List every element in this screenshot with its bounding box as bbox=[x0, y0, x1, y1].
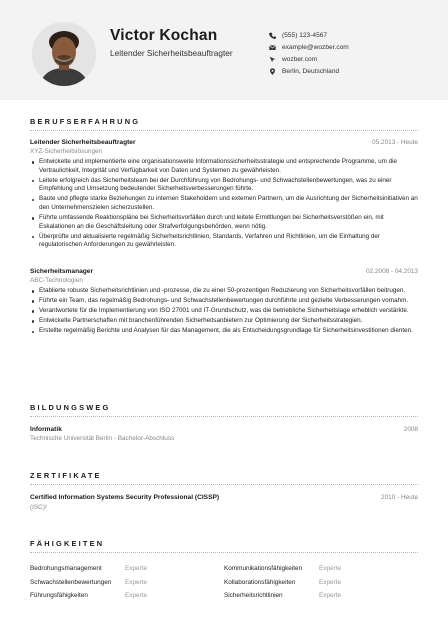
job-1-title: Leitender Sicherheitsbeauftragter bbox=[30, 139, 136, 146]
job-1-bullets bbox=[30, 158, 418, 251]
contact-phone-text: (555) 123-4567 bbox=[282, 31, 328, 39]
skill-name: Führungsfähigkeiten bbox=[30, 592, 88, 600]
list-item: Führte umfassende Reaktionspläne bei Sicherheitsvorfällen durch und leitete Ermittlungen bei Sicherheitsverstößen ein, mit Eskalationen an die Geschäftsleitung oder Strafverfolgungsbehörden, wenn nötig. bbox=[30, 214, 418, 231]
profile-photo bbox=[32, 22, 96, 86]
contact-location bbox=[268, 66, 349, 78]
link-icon bbox=[268, 55, 276, 63]
contact-phone bbox=[268, 29, 349, 41]
skill-row bbox=[30, 589, 418, 603]
skill-name: Sicherheitsrichtlinien bbox=[224, 592, 283, 600]
list-item: Baute und pflegte starke Beziehungen zu internen Stakeholdern und externen Partnern, um die Ausrichtung der Sicherheitsinitiativen an den Unternehmenszielen sicherzustellen. bbox=[30, 195, 418, 212]
list-item: Überprüfte und aktualisierte regelmäßig Sicherheitsrichtlinien, Standards, Verfahren und Richtlinien, um die Einhaltung der regulatorischen Anforderungen zu gewährleisten. bbox=[30, 233, 418, 250]
contact-website bbox=[268, 53, 349, 65]
location-icon bbox=[268, 68, 276, 76]
certificate-date: 2010 - Heute bbox=[381, 494, 418, 501]
skills-divider bbox=[30, 552, 418, 553]
resume-header bbox=[0, 0, 448, 100]
contact-email bbox=[268, 41, 349, 53]
job-2-title: Sicherheitsmanager bbox=[30, 268, 94, 275]
job-1-company: XYZ-Sicherheitslösungen bbox=[30, 148, 103, 155]
skill-name: Bedrohungsmanagement bbox=[30, 565, 102, 573]
skill-row bbox=[30, 576, 418, 590]
candidate-title: Leitender Sicherheitsbeauftragter bbox=[110, 48, 233, 58]
skill-level: Experte bbox=[125, 592, 148, 600]
avatar-illustration bbox=[32, 22, 96, 86]
certificates-heading: ZERTIFIKATE bbox=[30, 471, 102, 480]
list-item: Verantwortete für die Implementierung von ISO 27001 und IT-Grundschutz, was die betriebliche Sicherheitslage erheblich verstärkte. bbox=[30, 307, 418, 316]
list-item: Entwickelte und implementierte eine organisationsweite Informationssicherheitsstrategie und entsprechende Programme, um die Vertraulichkeit, Integrität und Verfügbarkeit von Daten und Systemen zu gewährleisten. bbox=[30, 158, 418, 175]
certificate-issuer: (ISC)² bbox=[30, 504, 48, 511]
skills-heading: FÄHIGKEITEN bbox=[30, 539, 105, 548]
job-2-company: ABC-Technologien bbox=[30, 277, 83, 284]
job-2-bullets bbox=[30, 287, 418, 337]
skill-name: Schwachstellenbewertungen bbox=[30, 578, 112, 586]
skill-level: Experte bbox=[319, 565, 342, 573]
list-item: Erstellte regelmäßig Berichte und Analysen für das Management, die als Entscheidungsgrundlage für Sicherheitsinvestitionen dienten. bbox=[30, 327, 418, 336]
skill-row bbox=[30, 562, 418, 576]
certificate-title: Certified Information Systems Security Professional (CISSP) bbox=[30, 494, 220, 501]
education-date: 2008 bbox=[403, 426, 418, 433]
job-1-date: 05.2013 - Heute bbox=[372, 139, 418, 146]
education-title: Informatik bbox=[30, 426, 62, 433]
candidate-name: Victor Kochan bbox=[110, 27, 218, 44]
list-item: Führte ein Team, das regelmäßig Bedrohungs- und Schwachstellenbewertungen durchführte und gezielte Verbesserungen vornahm. bbox=[30, 297, 418, 306]
list-item: Entwickelte Partnerschaften mit branchenführenden Sicherheitsanbietern zur Optimierung der Sicherheitsstrategien. bbox=[30, 317, 418, 326]
skill-level: Experte bbox=[319, 592, 342, 600]
contact-list bbox=[268, 29, 349, 78]
certificates-divider bbox=[30, 484, 418, 485]
education-heading: BILDUNGSWEG bbox=[30, 403, 111, 412]
education-divider bbox=[30, 416, 418, 417]
skills-table bbox=[30, 562, 418, 603]
email-icon bbox=[268, 43, 276, 51]
education-school: Technische Universität Berlin - Bachelor-Abschluss bbox=[30, 435, 175, 442]
experience-divider bbox=[30, 130, 418, 131]
list-item: Etablierte robuste Sicherheitsrichtlinien und -prozesse, die zu einer 50-prozentigen Reduzierung von Sicherheitsvorfällen beitrugen. bbox=[30, 287, 418, 296]
list-item: Leitete erfolgreich das Sicherheitsteam bei der Durchführung von Bedrohungs- und Schwachstellenbewertungen, was zu einer Empfehlung und Umsetzung bedeutender Sicherheitsverbesserungen führte. bbox=[30, 177, 418, 194]
skill-level: Experte bbox=[125, 565, 148, 573]
skill-level: Experte bbox=[125, 578, 148, 586]
contact-website-text: wozber.com bbox=[282, 55, 318, 63]
skill-name: Kommunikationsfähigkeiten bbox=[224, 565, 303, 573]
contact-location-text: Berlin, Deutschland bbox=[282, 68, 340, 76]
experience-heading: BERUFSERFAHRUNG bbox=[30, 117, 141, 126]
phone-icon bbox=[268, 31, 276, 39]
job-2-date: 02.2008 - 04.2013 bbox=[366, 268, 418, 275]
contact-email-text: example@wozber.com bbox=[282, 43, 349, 51]
skill-name: Kollaborationsfähigkeiten bbox=[224, 578, 296, 586]
skill-level: Experte bbox=[319, 578, 342, 586]
